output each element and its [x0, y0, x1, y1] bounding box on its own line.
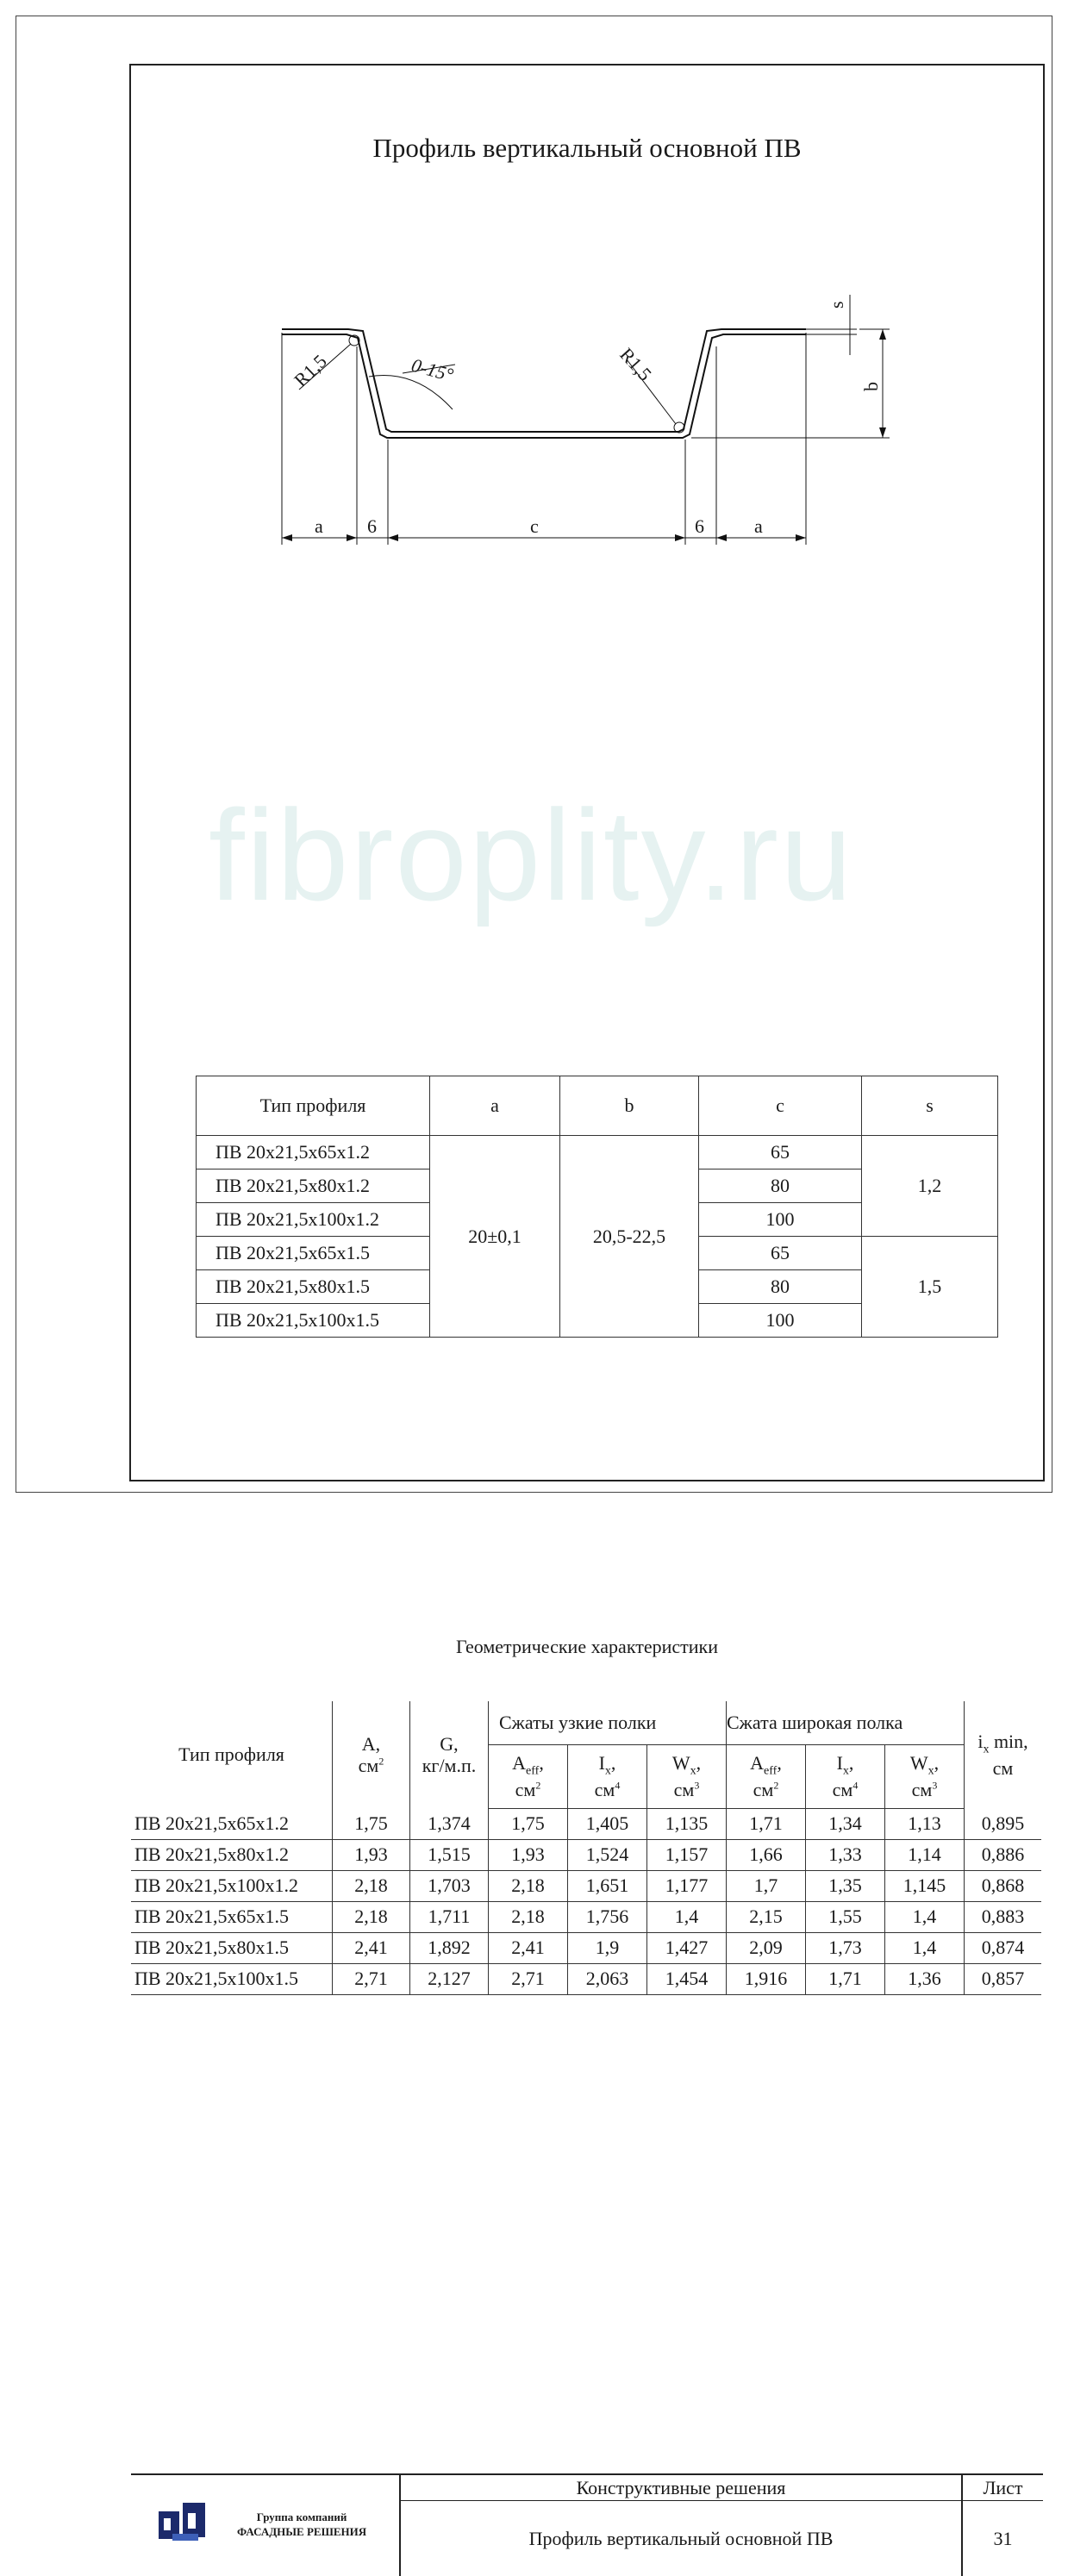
table-cell: 1,177 [647, 1870, 727, 1901]
dim-arrow [347, 534, 357, 541]
company-line1: Группа компаний [256, 2510, 347, 2523]
value-c: 100 [699, 1304, 862, 1338]
table-cell: 1,75 [489, 1808, 568, 1839]
table-cell: 0,874 [965, 1932, 1042, 1963]
value-a: 20±0,1 [430, 1136, 560, 1338]
col-header-Ix: $I_x$, $см^4$ [568, 1744, 647, 1808]
table-cell: 2,18 [489, 1901, 568, 1932]
table-cell: 1,515 [410, 1839, 489, 1870]
table-row [131, 1932, 1041, 1963]
dim-label-c: c [530, 515, 539, 537]
table-cell: 1,9 [568, 1932, 647, 1963]
profile-outline-outer [282, 329, 806, 432]
value-b: 20,5-22,5 [560, 1136, 699, 1338]
profile-type: ПВ 20x21,5x100x1.5 [197, 1304, 430, 1338]
table-cell: 1,7 [727, 1870, 806, 1901]
group-header-narrow: Сжаты узкие полки [489, 1701, 727, 1744]
table-cell: 1,711 [410, 1901, 489, 1932]
table-cell: 0,868 [965, 1870, 1042, 1901]
table-cell: 1,756 [568, 1901, 647, 1932]
table-cell: 1,34 [806, 1808, 885, 1839]
profile-type: ПВ 20x21,5x80x1.2 [197, 1169, 430, 1203]
table-cell: 2,09 [727, 1932, 806, 1963]
table-cell: 1,93 [489, 1839, 568, 1870]
value-c: 80 [699, 1270, 862, 1304]
table-cell: 0,886 [965, 1839, 1042, 1870]
dim-arrow [388, 534, 398, 541]
profile-type: ПВ 20x21,5x80x1.2 [131, 1839, 333, 1870]
col-header-Wx: $W_x$, $см^3$ [885, 1744, 965, 1808]
table-cell: 1,55 [806, 1901, 885, 1932]
col-header-type: Тип профиля [131, 1701, 333, 1808]
value-c: 65 [699, 1237, 862, 1270]
table-row [131, 1870, 1041, 1901]
s-label: s [826, 301, 847, 309]
dim-label-a-right: a [754, 515, 763, 537]
table-header-row [131, 1701, 1041, 1744]
dimensions-table [196, 1076, 998, 1338]
table-cell: 1,454 [647, 1963, 727, 1994]
table-cell: 0,857 [965, 1963, 1042, 1994]
radius-label-left: R1,5 [290, 350, 331, 391]
col-header-Aeff: $A_{eff}$, $см^2$ [489, 1744, 568, 1808]
title-block [131, 2473, 1043, 2576]
table-cell: 2,15 [727, 1901, 806, 1932]
table-cell: 1,524 [568, 1839, 647, 1870]
profile-type: ПВ 20x21,5x100x1.5 [131, 1963, 333, 1994]
profile-outline-inner [282, 334, 806, 438]
b-label: b [860, 382, 882, 391]
table-row [131, 1839, 1041, 1870]
profile-type: ПВ 20x21,5x100x1.2 [131, 1870, 333, 1901]
col-header: a [430, 1076, 560, 1136]
col-header-Aeff: $A_{eff}$, $см^2$ [727, 1744, 806, 1808]
dim-arrow [716, 534, 727, 541]
dim-arrow [282, 534, 292, 541]
company-logo-icon [159, 2503, 207, 2546]
table-cell: 2,71 [489, 1963, 568, 1994]
dim-label-6-left: 6 [367, 515, 377, 537]
col-header: c [699, 1076, 862, 1136]
section-title: Конструктивные решения [401, 2475, 961, 2501]
table-cell: 2,41 [489, 1932, 568, 1963]
col-header-A: A, $см^2$ [333, 1701, 410, 1808]
table-cell: 0,895 [965, 1808, 1042, 1839]
table-cell: 2,127 [410, 1963, 489, 1994]
col-header: s [862, 1076, 998, 1136]
table-row [131, 1963, 1041, 1994]
dim-label-a-left: a [315, 515, 323, 537]
group-header-wide: Сжата широкая полка [727, 1701, 965, 1744]
page-title: Профиль вертикальный основной ПВ [372, 133, 802, 163]
table-cell: 1,135 [647, 1808, 727, 1839]
page-border [16, 16, 1052, 2549]
table-cell: 1,73 [806, 1932, 885, 1963]
value-c: 65 [699, 1136, 862, 1169]
b-arrow-top [879, 329, 886, 340]
table-row [197, 1136, 998, 1169]
col-header: b [560, 1076, 699, 1136]
col-header-ix: $i_x$ min, см [965, 1701, 1042, 1808]
dim-label-6-right: 6 [695, 515, 704, 537]
radius-label-right: R1,5 [615, 343, 657, 385]
table-cell: 1,35 [806, 1870, 885, 1901]
table-cell: 1,157 [647, 1839, 727, 1870]
document-title: Профиль вертикальный основной ПВ [528, 2527, 834, 2549]
table-cell: 1,71 [727, 1808, 806, 1839]
table-cell: 2,18 [489, 1870, 568, 1901]
table-cell: 1,427 [647, 1932, 727, 1963]
company-line2: ФАСАДНЫЕ РЕШЕНИЯ [237, 2524, 367, 2538]
profile-drawing [131, 97, 1043, 579]
table-cell: 1,892 [410, 1932, 489, 1963]
table-cell: 1,33 [806, 1839, 885, 1870]
table-cell: 1,75 [333, 1808, 410, 1839]
value-c: 100 [699, 1203, 862, 1237]
table-cell: 1,703 [410, 1870, 489, 1901]
profile-type: ПВ 20x21,5x65x1.5 [131, 1901, 333, 1932]
table-cell: 1,4 [885, 1901, 965, 1932]
company-name [237, 2510, 366, 2539]
table-cell: 1,13 [885, 1808, 965, 1839]
value-c: 80 [699, 1169, 862, 1203]
table-cell: 1,916 [727, 1963, 806, 1994]
table-cell: 1,71 [806, 1963, 885, 1994]
geometric-characteristics-table [131, 1701, 1041, 1995]
table-cell: 0,883 [965, 1901, 1042, 1932]
drawing-frame [129, 64, 1045, 2549]
dim-arrow [675, 534, 685, 541]
table-cell: 2,71 [333, 1963, 410, 1994]
table-cell: 1,14 [885, 1839, 965, 1870]
value-s: 1,2 [862, 1136, 998, 1237]
col-header-Ix: $I_x$, $см^4$ [806, 1744, 885, 1808]
table-cell: 1,405 [568, 1808, 647, 1839]
b-arrow-bottom [879, 427, 886, 438]
table-row [131, 1901, 1041, 1932]
table-cell: 2,18 [333, 1901, 410, 1932]
watermark: fibroplity.ru [209, 783, 854, 927]
profile-type: ПВ 20x21,5x100x1.2 [197, 1203, 430, 1237]
dim-arrow [796, 534, 806, 541]
table-body [131, 1808, 1041, 1994]
profile-type: ПВ 20x21,5x65x1.5 [197, 1237, 430, 1270]
table-cell: 1,93 [333, 1839, 410, 1870]
value-s: 1,5 [862, 1237, 998, 1338]
profile-type: ПВ 20x21,5x65x1.2 [197, 1136, 430, 1169]
profile-type: ПВ 20x21,5x80x1.5 [197, 1270, 430, 1304]
table-cell: 2,41 [333, 1932, 410, 1963]
table-cell: 2,063 [568, 1963, 647, 1994]
table-header-row [197, 1076, 998, 1136]
sheet-label: Лист [963, 2475, 1043, 2501]
company-logo-cell [131, 2475, 401, 2576]
table-row [131, 1808, 1041, 1839]
profile-type: ПВ 20x21,5x65x1.2 [131, 1808, 333, 1839]
angle-label: 0-15° [409, 353, 456, 386]
col-header: Тип профиля [197, 1076, 430, 1136]
sheet-number: 31 [993, 2527, 1013, 2549]
table-cell: 1,4 [885, 1932, 965, 1963]
table-cell: 1,36 [885, 1963, 965, 1994]
table-cell: 1,374 [410, 1808, 489, 1839]
table-cell: 1,145 [885, 1870, 965, 1901]
profile-type: ПВ 20x21,5x80x1.5 [131, 1932, 333, 1963]
table-cell: 1,66 [727, 1839, 806, 1870]
col-header-G: G, кг/м.п. [410, 1701, 489, 1808]
col-header-Wx: $W_x$, $см^3$ [647, 1744, 727, 1808]
table-cell: 2,18 [333, 1870, 410, 1901]
table-cell: 1,651 [568, 1870, 647, 1901]
table-cell: 1,4 [647, 1901, 727, 1932]
sheet-cell [961, 2475, 1043, 2576]
table-caption: Геометрические характеристики [455, 1636, 718, 1657]
